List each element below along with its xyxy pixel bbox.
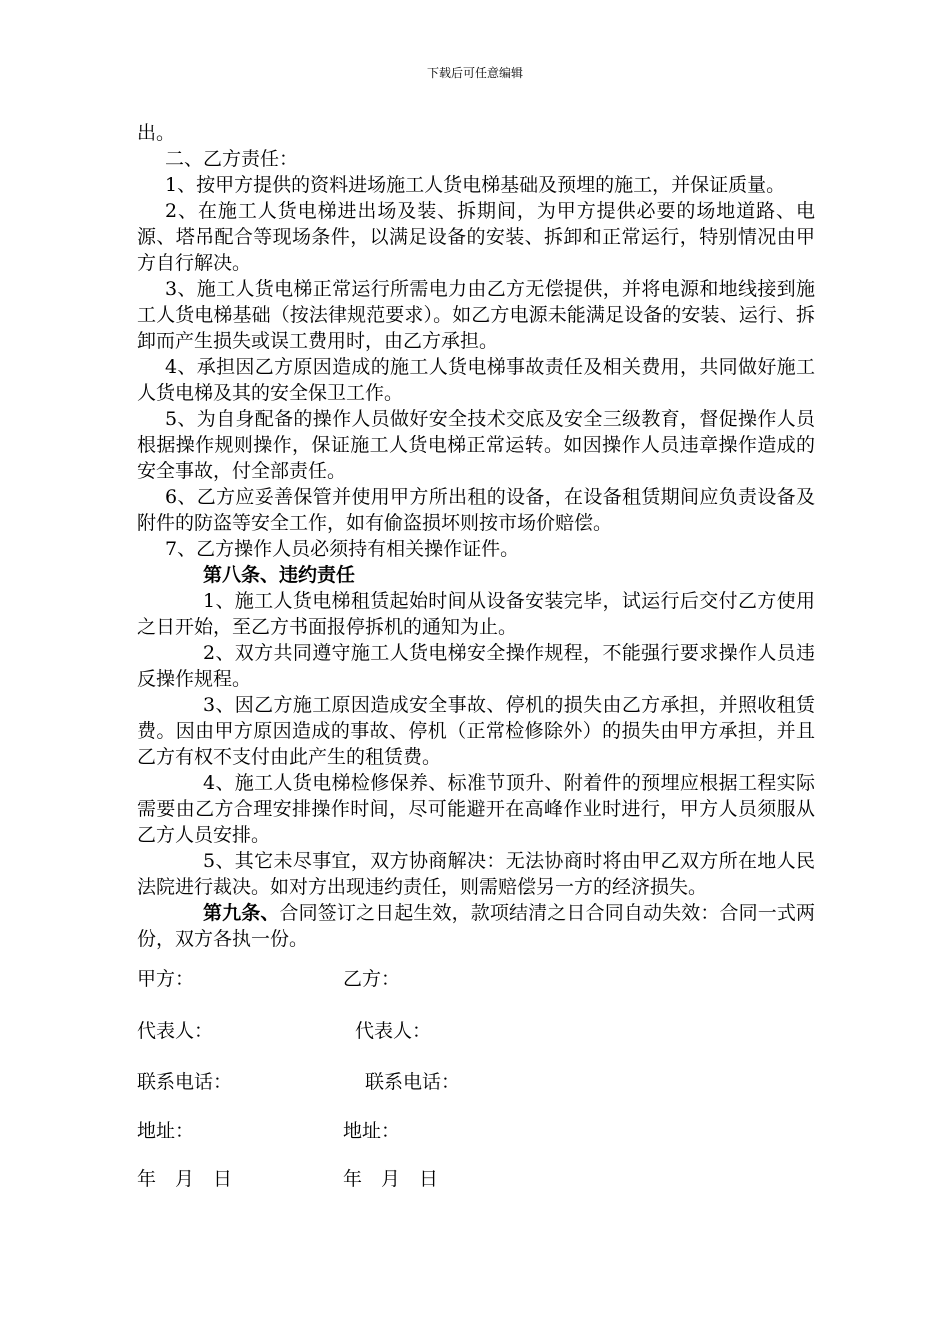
paragraph: 1、施工人货电梯租赁起始时间从设备安装完毕，试运行后交付乙方使用之日开始，至乙方书面报停拆机的通知为止。 (137, 590, 815, 638)
paragraph: 3、因乙方施工原因造成安全事故、停机的损失由乙方承担，并照收租赁费。因由甲方原因造成的事故、停机（正常检修除外）的损失由甲方承担，并且乙方有权不支付由此产生的租赁费。 (137, 694, 815, 768)
phone-b-label: 联系电话： (365, 1071, 461, 1093)
paragraph: 4、施工人货电梯检修保养、标准节顶升、附着件的预埋应根据工程实际需要由乙方合理安排操作时间，尽可能避开在高峰作业时进行，甲方人员须服从乙方人员安排。 (137, 772, 815, 846)
paragraph: 1、按甲方提供的资料进场施工人货电梯基础及预埋的施工，并保证质量。 (165, 174, 786, 196)
paragraph: 出。 (137, 122, 176, 144)
paragraph: 3、施工人货电梯正常运行所需电力由乙方无偿提供，并将电源和地线接到施工人货电梯基础（按法律规范要求）。如乙方电源未能满足设备的安装、运行、拆卸而产生损失或误工费用时，由乙方承担。 (137, 278, 815, 352)
article-9-paragraph (137, 900, 815, 952)
party-b-label: 乙方： (343, 968, 401, 990)
date-a-label: 年 月 日 (137, 1168, 233, 1190)
date-b-label: 年 月 日 (343, 1168, 439, 1190)
addr-b-label: 地址： (343, 1120, 401, 1142)
paragraph: 7、乙方操作人员必须持有相关操作证件。 (165, 538, 520, 560)
paragraph: 5、其它未尽事宜，双方协商解决：无法协商时将由甲乙双方所在地人民法院进行裁决。如对方出现违约责任，则需赔偿另一方的经济损失。 (137, 850, 815, 898)
paragraph: 4、承担因乙方原因造成的施工人货电梯事故责任及相关费用，共同做好施工人货电梯及其的安全保卫工作。 (137, 356, 815, 404)
article-9-label: 第九条、 (203, 902, 280, 924)
paragraph: 2、双方共同遵守施工人货电梯安全操作规程，不能强行要求操作人员违反操作规程。 (137, 642, 815, 690)
article-8-heading: 第八条、违约责任 (203, 564, 356, 586)
phone-a-label: 联系电话： (137, 1071, 233, 1093)
rep-a-label: 代表人： (137, 1020, 214, 1042)
contract-body (137, 120, 815, 952)
paragraph: 2、在施工人货电梯进出场及装、拆期间，为甲方提供必要的场地道路、电源、塔吊配合等现场条件，以满足设备的安装、拆卸和正常运行，特别情况由甲方自行解决。 (137, 200, 815, 274)
page-header: 下载后可任意编辑 (426, 66, 523, 80)
article-9-text: 合同签订之日起生效，款项结清之日合同自动失效：合同一式两份，双方各执一份。 (137, 902, 815, 950)
rep-b-label: 代表人： (355, 1020, 432, 1042)
paragraph: 5、为自身配备的操作人员做好安全技术交底及安全三级教育，督促操作人员根据操作规则操作，保证施工人货电梯正常运转。如因操作人员违章操作造成的安全事故，付全部责任。 (137, 408, 815, 482)
paragraph: 6、乙方应妥善保管并使用甲方所出租的设备，在设备租赁期间应负责设备及附件的防盗等安全工作，如有偷盗损坏则按市场价赔偿。 (137, 486, 815, 534)
addr-a-label: 地址： (137, 1120, 195, 1142)
section-heading-party-b: 二、乙方责任： (165, 148, 299, 170)
party-a-label: 甲方： (137, 968, 195, 990)
